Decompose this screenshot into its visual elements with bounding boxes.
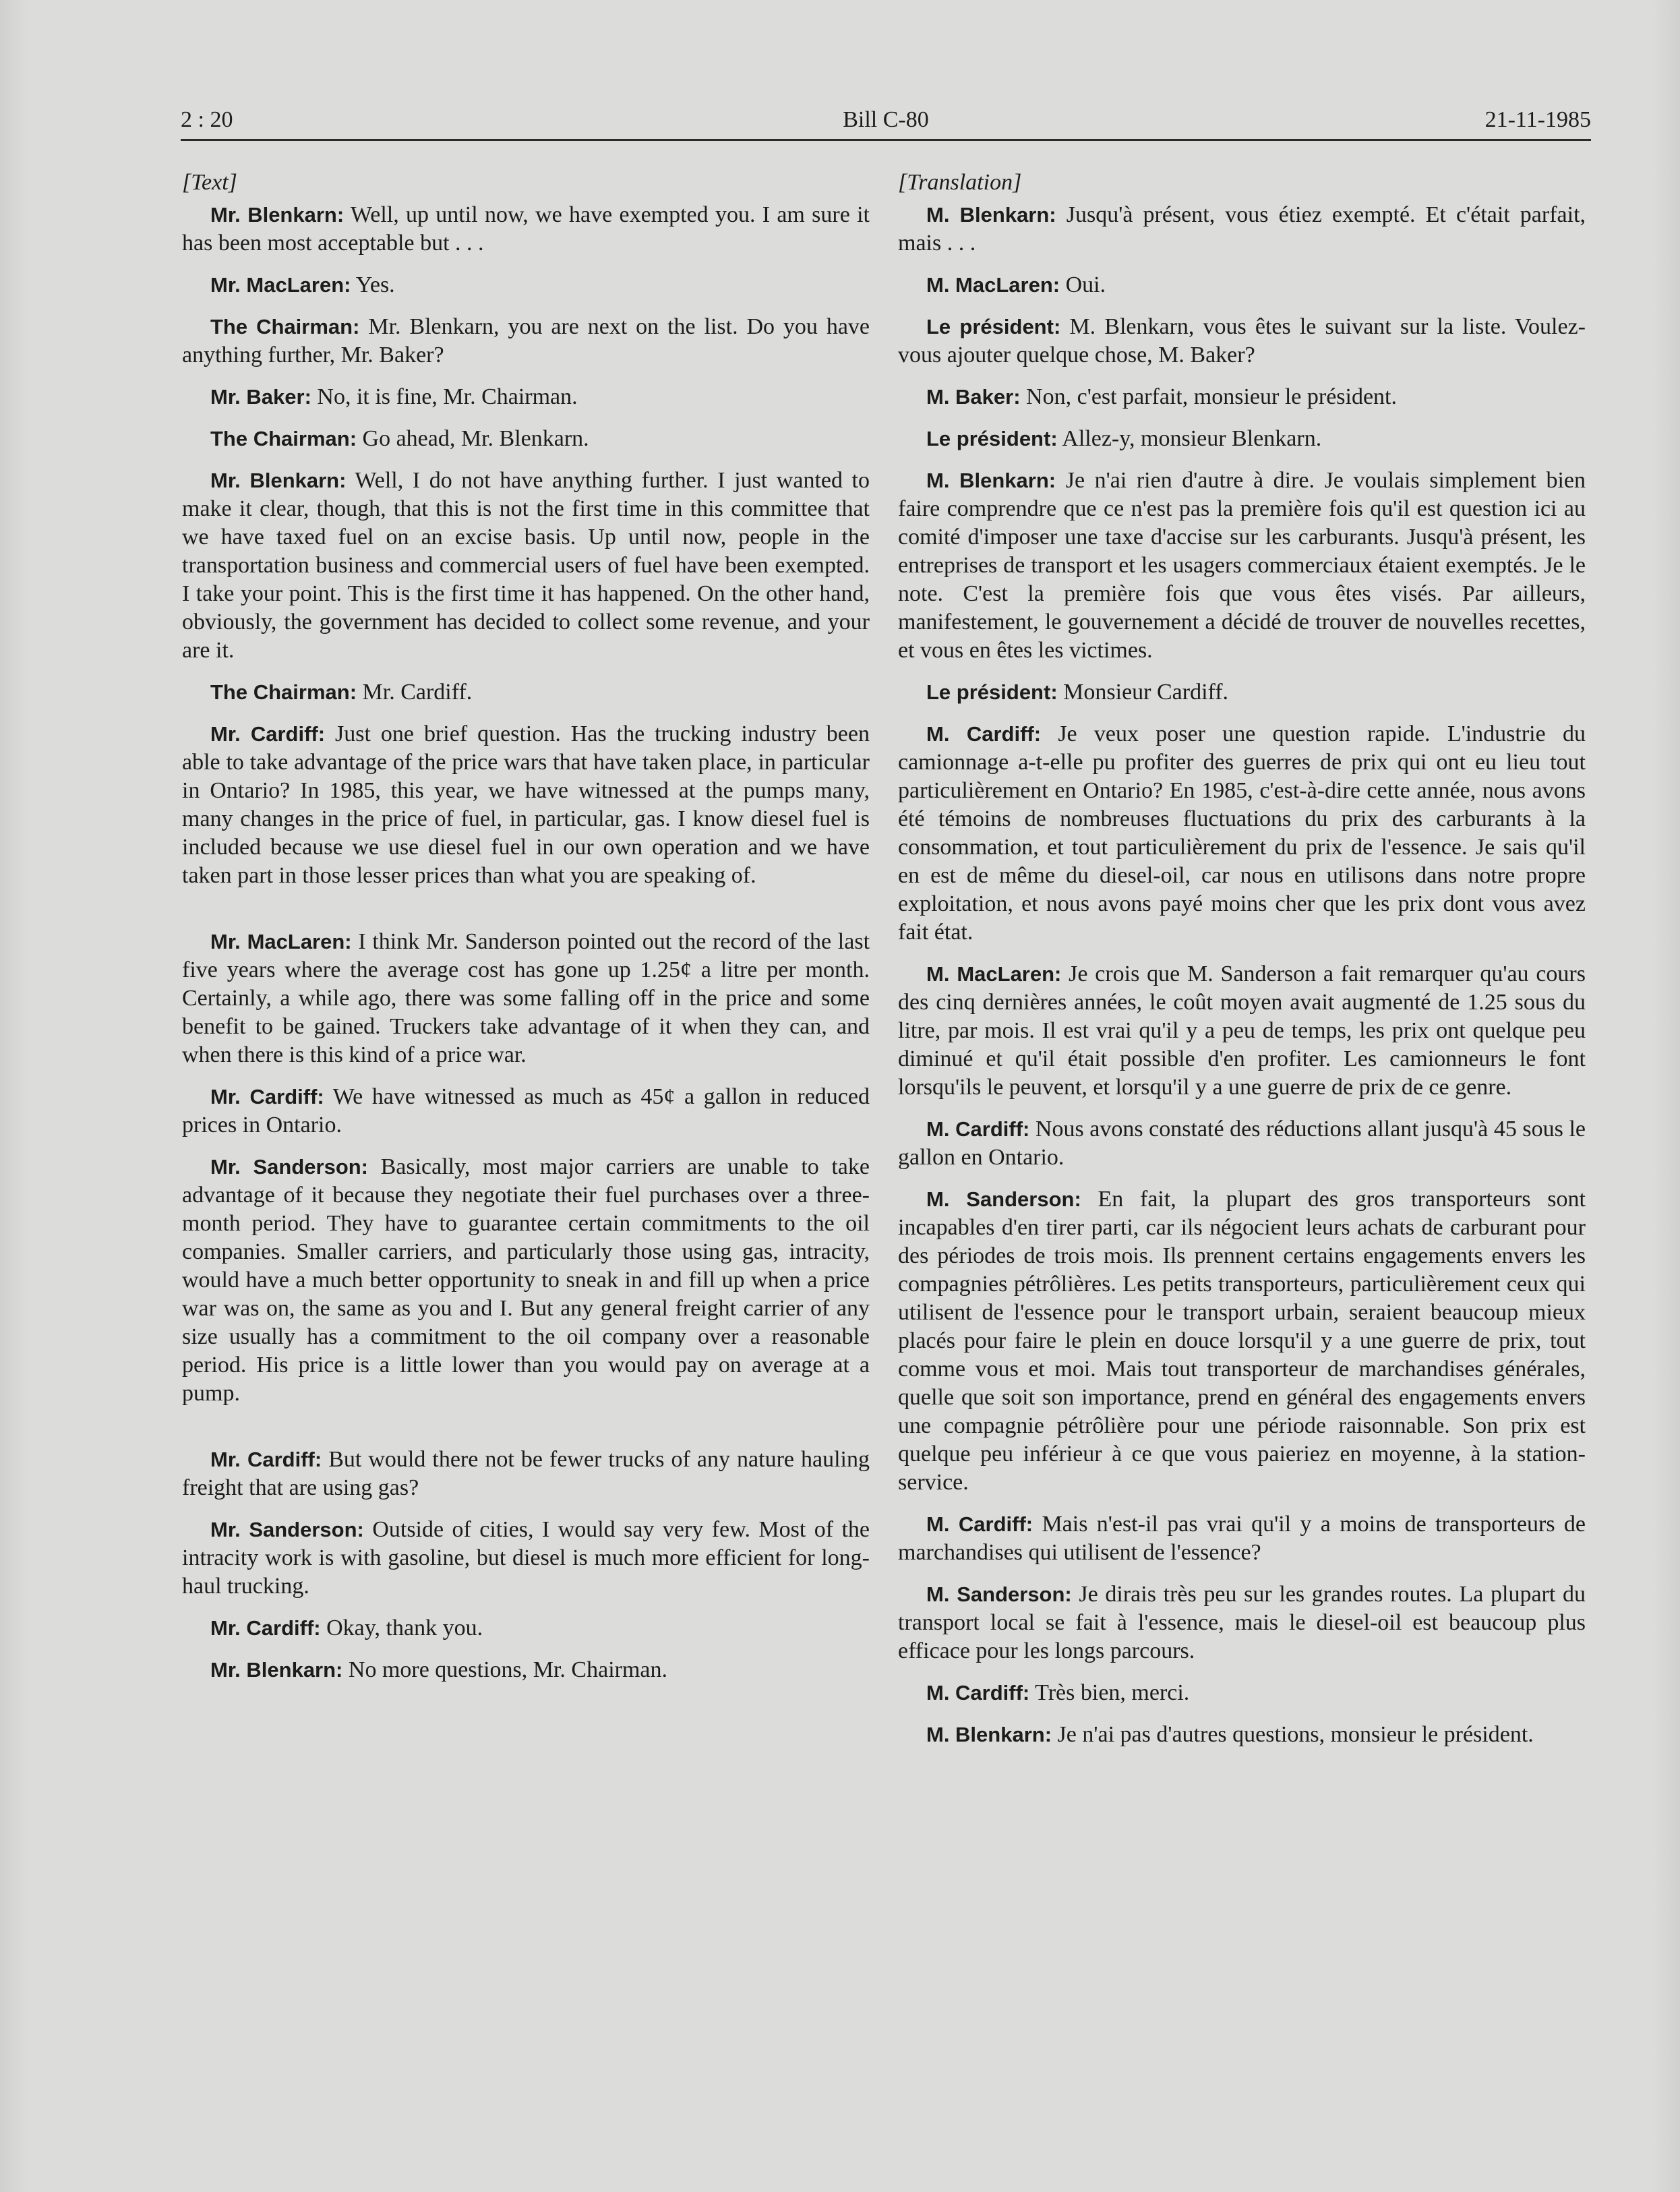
- transcript-paragraph: [898, 678, 1586, 707]
- speaker-name: M. Cardiff:: [926, 1512, 1033, 1536]
- speech-text: Je n'ai pas d'autres questions, monsieur le président.: [1057, 1722, 1534, 1747]
- transcript-paragraph: [182, 313, 870, 369]
- speaker-name: The Chairman:: [210, 427, 357, 450]
- transcript-paragraph: [182, 1614, 870, 1642]
- speaker-name: The Chairman:: [210, 680, 357, 704]
- speech-text: No, it is fine, Mr. Chairman.: [317, 384, 578, 409]
- speech-text: Je n'ai rien d'autre à dire. Je voulais simplement bien faire comprendre que ce n'est pas la première fois qu'il est question ici au comité d'imposer une taxe d'accise sur les carburants. Jusqu'à présent, les entreprises de transport et les usagers commerciaux étaient exemptés. Je le note. C'est la première fois que vous êtes visés. Par ailleurs, manifestement, le gouvernement a décidé de trouver de nouvelles recettes, et vous en êtes les victimes.: [898, 468, 1586, 663]
- speech-text: Monsieur Cardiff.: [1063, 680, 1229, 705]
- transcript-paragraph: [898, 1580, 1586, 1665]
- speaker-name: The Chairman:: [210, 315, 360, 338]
- speaker-name: M. Blenkarn:: [926, 203, 1056, 227]
- speaker-name: M. Cardiff:: [926, 1681, 1030, 1705]
- transcript-paragraph: [182, 1083, 870, 1139]
- english-column: [182, 169, 870, 1698]
- header-rule: [181, 139, 1591, 141]
- transcript-paragraph: [182, 271, 870, 299]
- page-header: [181, 101, 1591, 139]
- speech-text: We have witnessed as much as 45¢ a gallon in reduced prices in Ontario.: [182, 1084, 870, 1137]
- transcript-paragraph: [898, 720, 1586, 947]
- speech-text: Oui.: [1065, 272, 1106, 297]
- transcript-paragraph: [182, 720, 870, 890]
- transcript-paragraph: [182, 1153, 870, 1408]
- speaker-name: Le président:: [926, 315, 1061, 338]
- speech-text: Mr. Cardiff.: [362, 680, 473, 705]
- transcript-paragraph: [182, 1656, 870, 1684]
- speech-text: M. Blenkarn, vous êtes le suivant sur la liste. Voulez-vous ajouter quelque chose, M. Baker?: [898, 314, 1586, 367]
- transcript-paragraph: [182, 425, 870, 453]
- speech-text: Jusqu'à présent, vous étiez exempté. Et c'était parfait, mais . . .: [898, 202, 1586, 256]
- speaker-name: M. Blenkarn:: [926, 469, 1056, 492]
- speech-text: Allez-y, monsieur Blenkarn.: [1062, 426, 1322, 451]
- transcript-paragraph: [898, 1721, 1586, 1749]
- speech-text: But would there not be fewer trucks of any nature hauling freight that are using gas?: [182, 1447, 870, 1500]
- transcript-paragraph: [898, 1185, 1586, 1497]
- bill-title: Bill C-80: [843, 107, 929, 132]
- speaker-name: Mr. MacLaren:: [210, 930, 352, 953]
- transcript-paragraph: [898, 1679, 1586, 1707]
- transcript-paragraph: [898, 1510, 1586, 1567]
- transcript-paragraph: [898, 425, 1586, 453]
- speaker-name: M. Blenkarn:: [926, 1723, 1052, 1746]
- speaker-name: Mr. Cardiff:: [210, 1085, 324, 1108]
- speech-text: Go ahead, Mr. Blenkarn.: [362, 426, 589, 451]
- transcript-paragraph: [182, 928, 870, 1069]
- transcript-paragraph: [898, 1115, 1586, 1172]
- transcript-paragraph: [898, 201, 1586, 258]
- transcript-paragraph: [182, 467, 870, 665]
- transcript-paragraph: [898, 467, 1586, 665]
- speaker-name: Mr. Baker:: [210, 385, 311, 409]
- speaker-name: M. Baker:: [926, 385, 1021, 409]
- speaker-name: Mr. Blenkarn:: [210, 1658, 343, 1682]
- speaker-name: M. Cardiff:: [926, 722, 1042, 746]
- speaker-name: M. Sanderson:: [926, 1187, 1081, 1211]
- speaker-name: M. Sanderson:: [926, 1582, 1072, 1606]
- speech-text: Je veux poser une question rapide. L'industrie du camionnage a-t-elle pu profiter des guerres de prix qui ont eu lieu tout particulièrement en Ontario? En 1985, c'est-à-dire cette année, nous avons été témoins de nombreuses fluctuations du prix des carburants à la consommation, et tout particulièrement du prix de l'essence. Je sais qu'il en est de même du diesel-oil, car nous en utilisons dans notre propre exploitation, et nous avons payé moins cher que les prix dont vous avez fait état.: [898, 721, 1586, 945]
- speech-text: Je dirais très peu sur les grandes routes. La plupart du transport local se fait à l'essence, mais le diesel-oil est beaucoup plus efficace pour les longs parcours.: [898, 1582, 1586, 1663]
- transcript-paragraph: [898, 960, 1586, 1102]
- transcript-paragraph: [182, 201, 870, 258]
- speaker-name: M. MacLaren:: [926, 962, 1062, 986]
- speech-text: I think Mr. Sanderson pointed out the record of the last five years where the average cost has gone up 1.25¢ a litre per month. Certainly, a while ago, there was some falling off in the price and some benefit to be gained. Truckers take advantage of it when they can, and when there is this kind of a price war.: [182, 929, 870, 1067]
- page-number: 2 : 20: [181, 107, 233, 132]
- speaker-name: M. MacLaren:: [926, 273, 1060, 297]
- transcript-paragraph: [898, 383, 1586, 411]
- speaker-name: Mr. Sanderson:: [210, 1155, 369, 1179]
- speech-text: Yes.: [355, 272, 395, 297]
- speaker-name: Mr. Cardiff:: [210, 722, 326, 746]
- language-tag: [Text]: [182, 170, 237, 195]
- speech-text: No more questions, Mr. Chairman.: [348, 1657, 668, 1682]
- transcript-paragraph: [898, 313, 1586, 369]
- speaker-name: Le président:: [926, 427, 1058, 450]
- speech-text: Nous avons constaté des réductions allant jusqu'à 45 sous le gallon en Ontario.: [898, 1117, 1586, 1170]
- speaker-name: Mr. MacLaren:: [210, 273, 351, 297]
- speech-text: Mr. Blenkarn, you are next on the list. Do you have anything further, Mr. Baker?: [182, 314, 870, 367]
- speaker-name: Mr. Cardiff:: [210, 1448, 322, 1471]
- sitting-date: 21-11-1985: [1484, 107, 1591, 132]
- speaker-name: Le président:: [926, 680, 1058, 704]
- speech-text: Je crois que M. Sanderson a fait remarquer qu'au cours des cinq dernières années, le coût moyen avait augmenté de 1.25 sous du litre, par mois. Il est vrai qu'il y a peu de temps, les prix ont quelque peu diminué et qu'il était possible d'en profiter. Les camionneurs le font lorsqu'ils le peuvent, et lorsqu'il y a une guerre de prix de ce genre.: [898, 961, 1586, 1100]
- speech-text: Basically, most major carriers are unable to take advantage of it because they negotiate their fuel purchases over a three-month period. They have to guarantee certain commitments to the oil companies. Smaller carriers, and particularly those using gas, intracity, would have a much better opportunity to sneak in and fill up when a price war was on, the same as you and I. But any general freight carrier of any size usually has a commitment to the oil company over a reasonable period. His price is a little lower than you would pay on average at a pump.: [182, 1154, 870, 1406]
- speech-text: En fait, la plupart des gros transporteurs sont incapables d'en tirer parti, car ils négocient leurs achats de carburant pour des périodes de trois mois. Ils prennent certains engagements envers les compagnies pétrôlières. Les petits transporteurs, particulièrement ceux qui utilisent de l'essence pour le transport urbain, seraient beaucoup mieux placés pour faire le plein en douce lorsqu'il y a une guerre de prix, tout comme vous et moi. Mais tout transporteur de marchandises générales, quelle que soit son importance, prend en général des engagements envers une compagnie pétrôlière pour une période raisonnable. Son prix est quelque peu inférieur à ce que vous paieriez en moyenne, à la station-service.: [898, 1187, 1586, 1495]
- speech-text: Okay, thank you.: [326, 1616, 483, 1640]
- transcript-paragraph: [898, 271, 1586, 299]
- speech-text: Well, up until now, we have exempted you. I am sure it has been most acceptable but . . .: [182, 202, 870, 256]
- speaker-name: Mr. Sanderson:: [210, 1518, 364, 1541]
- transcript-paragraph: [182, 1516, 870, 1601]
- language-tag: [Translation]: [898, 170, 1022, 195]
- speech-text: Mais n'est-il pas vrai qu'il y a moins de transporteurs de marchandises qui utilisent de l'essence?: [898, 1512, 1586, 1565]
- transcript-paragraph: [182, 678, 870, 707]
- speech-text: Outside of cities, I would say very few. Most of the intracity work is with gasoline, but diesel is much more efficient for long-haul trucking.: [182, 1517, 870, 1599]
- speech-text: Just one brief question. Has the trucking industry been able to take advantage of the price wars that have taken place, in particular in Ontario? In 1985, this year, we have witnessed at the pumps many, many changes in the price of fuel, in particular, gas. I know diesel fuel is included because we use diesel fuel in our own operation and we have taken part in those lesser prices than what you are speaking of.: [182, 721, 870, 888]
- speaker-name: Mr. Blenkarn:: [210, 203, 344, 227]
- speech-text: Well, I do not have anything further. I just wanted to make it clear, though, that this is not the first time in this committee that we have taxed fuel on an excise basis. Up until now, people in the transportation business and commercial users of fuel have been exempted. I take your point. This is the first time it has happened. On the other hand, obviously, the government has decided to collect some revenue, and your are it.: [182, 468, 870, 663]
- transcript-paragraph: [182, 1446, 870, 1502]
- speaker-name: Mr. Blenkarn:: [210, 469, 347, 492]
- transcript-paragraph: [182, 383, 870, 411]
- speaker-name: M. Cardiff:: [926, 1117, 1030, 1141]
- speech-text: Très bien, merci.: [1035, 1680, 1190, 1705]
- speech-text: Non, c'est parfait, monsieur le président.: [1026, 384, 1398, 409]
- french-column: [898, 169, 1586, 1763]
- speaker-name: Mr. Cardiff:: [210, 1616, 321, 1640]
